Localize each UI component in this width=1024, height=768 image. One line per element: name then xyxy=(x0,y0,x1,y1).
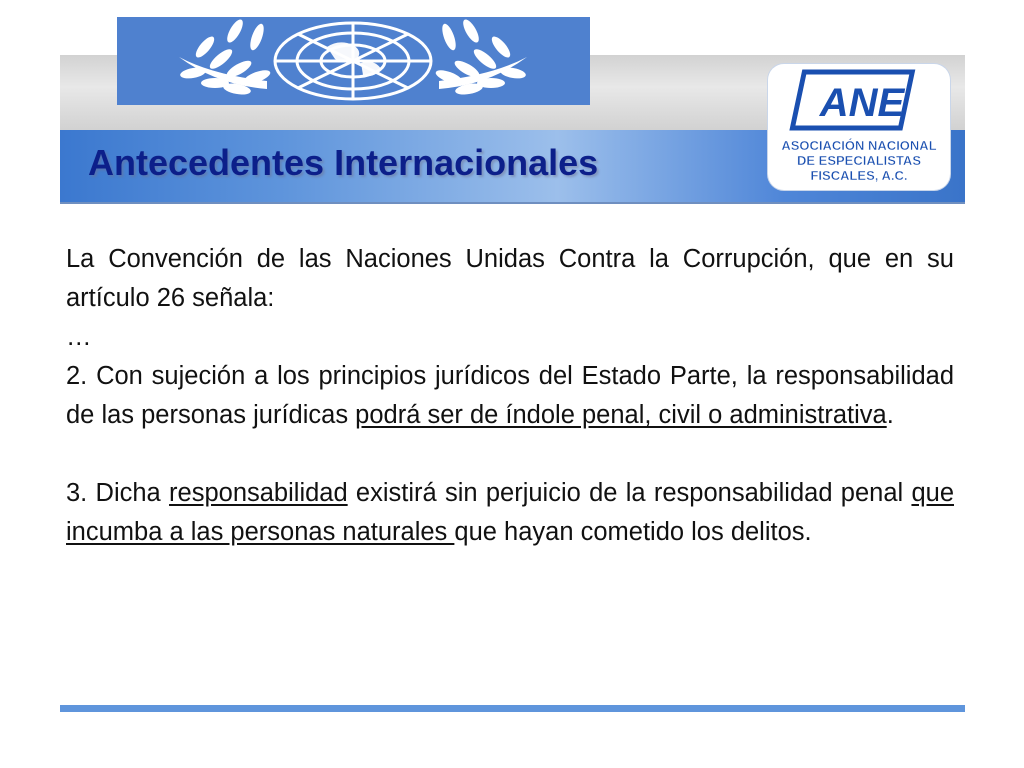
intro-paragraph: La Convención de las Naciones Unidas Contra la Corrupción, que en su artículo 26 señala: xyxy=(66,245,954,312)
ane-monogram: ANE xyxy=(819,81,905,125)
paragraph-3-start: 3. Dicha xyxy=(66,479,170,507)
page-title: Antecedentes Internacionales xyxy=(88,142,599,183)
un-emblem-icon xyxy=(117,17,590,105)
ellipsis: … xyxy=(66,323,92,351)
paragraph-3-end: que hayan cometido los delitos. xyxy=(454,518,812,546)
underlined-personas-naturales: que incumba a las personas naturales xyxy=(66,479,954,546)
underlined-responsabilidad: responsabilidad xyxy=(169,479,348,507)
underlined-liability-types: podrá ser de índole penal, civil o administrativa xyxy=(355,401,887,429)
paragraph-2-end: . xyxy=(886,401,894,429)
footer-bar xyxy=(60,705,965,712)
paragraph-spacer xyxy=(66,435,954,474)
paragraph-3-middle: existirá sin perjuicio de la responsabilidad penal xyxy=(347,479,912,507)
ane-logo-icon xyxy=(768,64,950,190)
paragraph-2-text: 2. Con sujeción a los principios jurídicos del Estado Parte, la responsabilidad de las personas jurídicas xyxy=(66,362,954,429)
ane-text-line-1: ASOCIACIÓN NACIONAL xyxy=(781,138,937,153)
ane-logo xyxy=(768,64,950,190)
ane-text-line-3: FISCALES, A.C. xyxy=(810,168,908,183)
paragraph-2 xyxy=(66,357,954,435)
un-emblem xyxy=(117,17,590,105)
slide-body xyxy=(66,240,954,552)
paragraph-3 xyxy=(66,474,954,552)
ane-text-line-2: DE ESPECIALISTAS xyxy=(796,153,922,168)
